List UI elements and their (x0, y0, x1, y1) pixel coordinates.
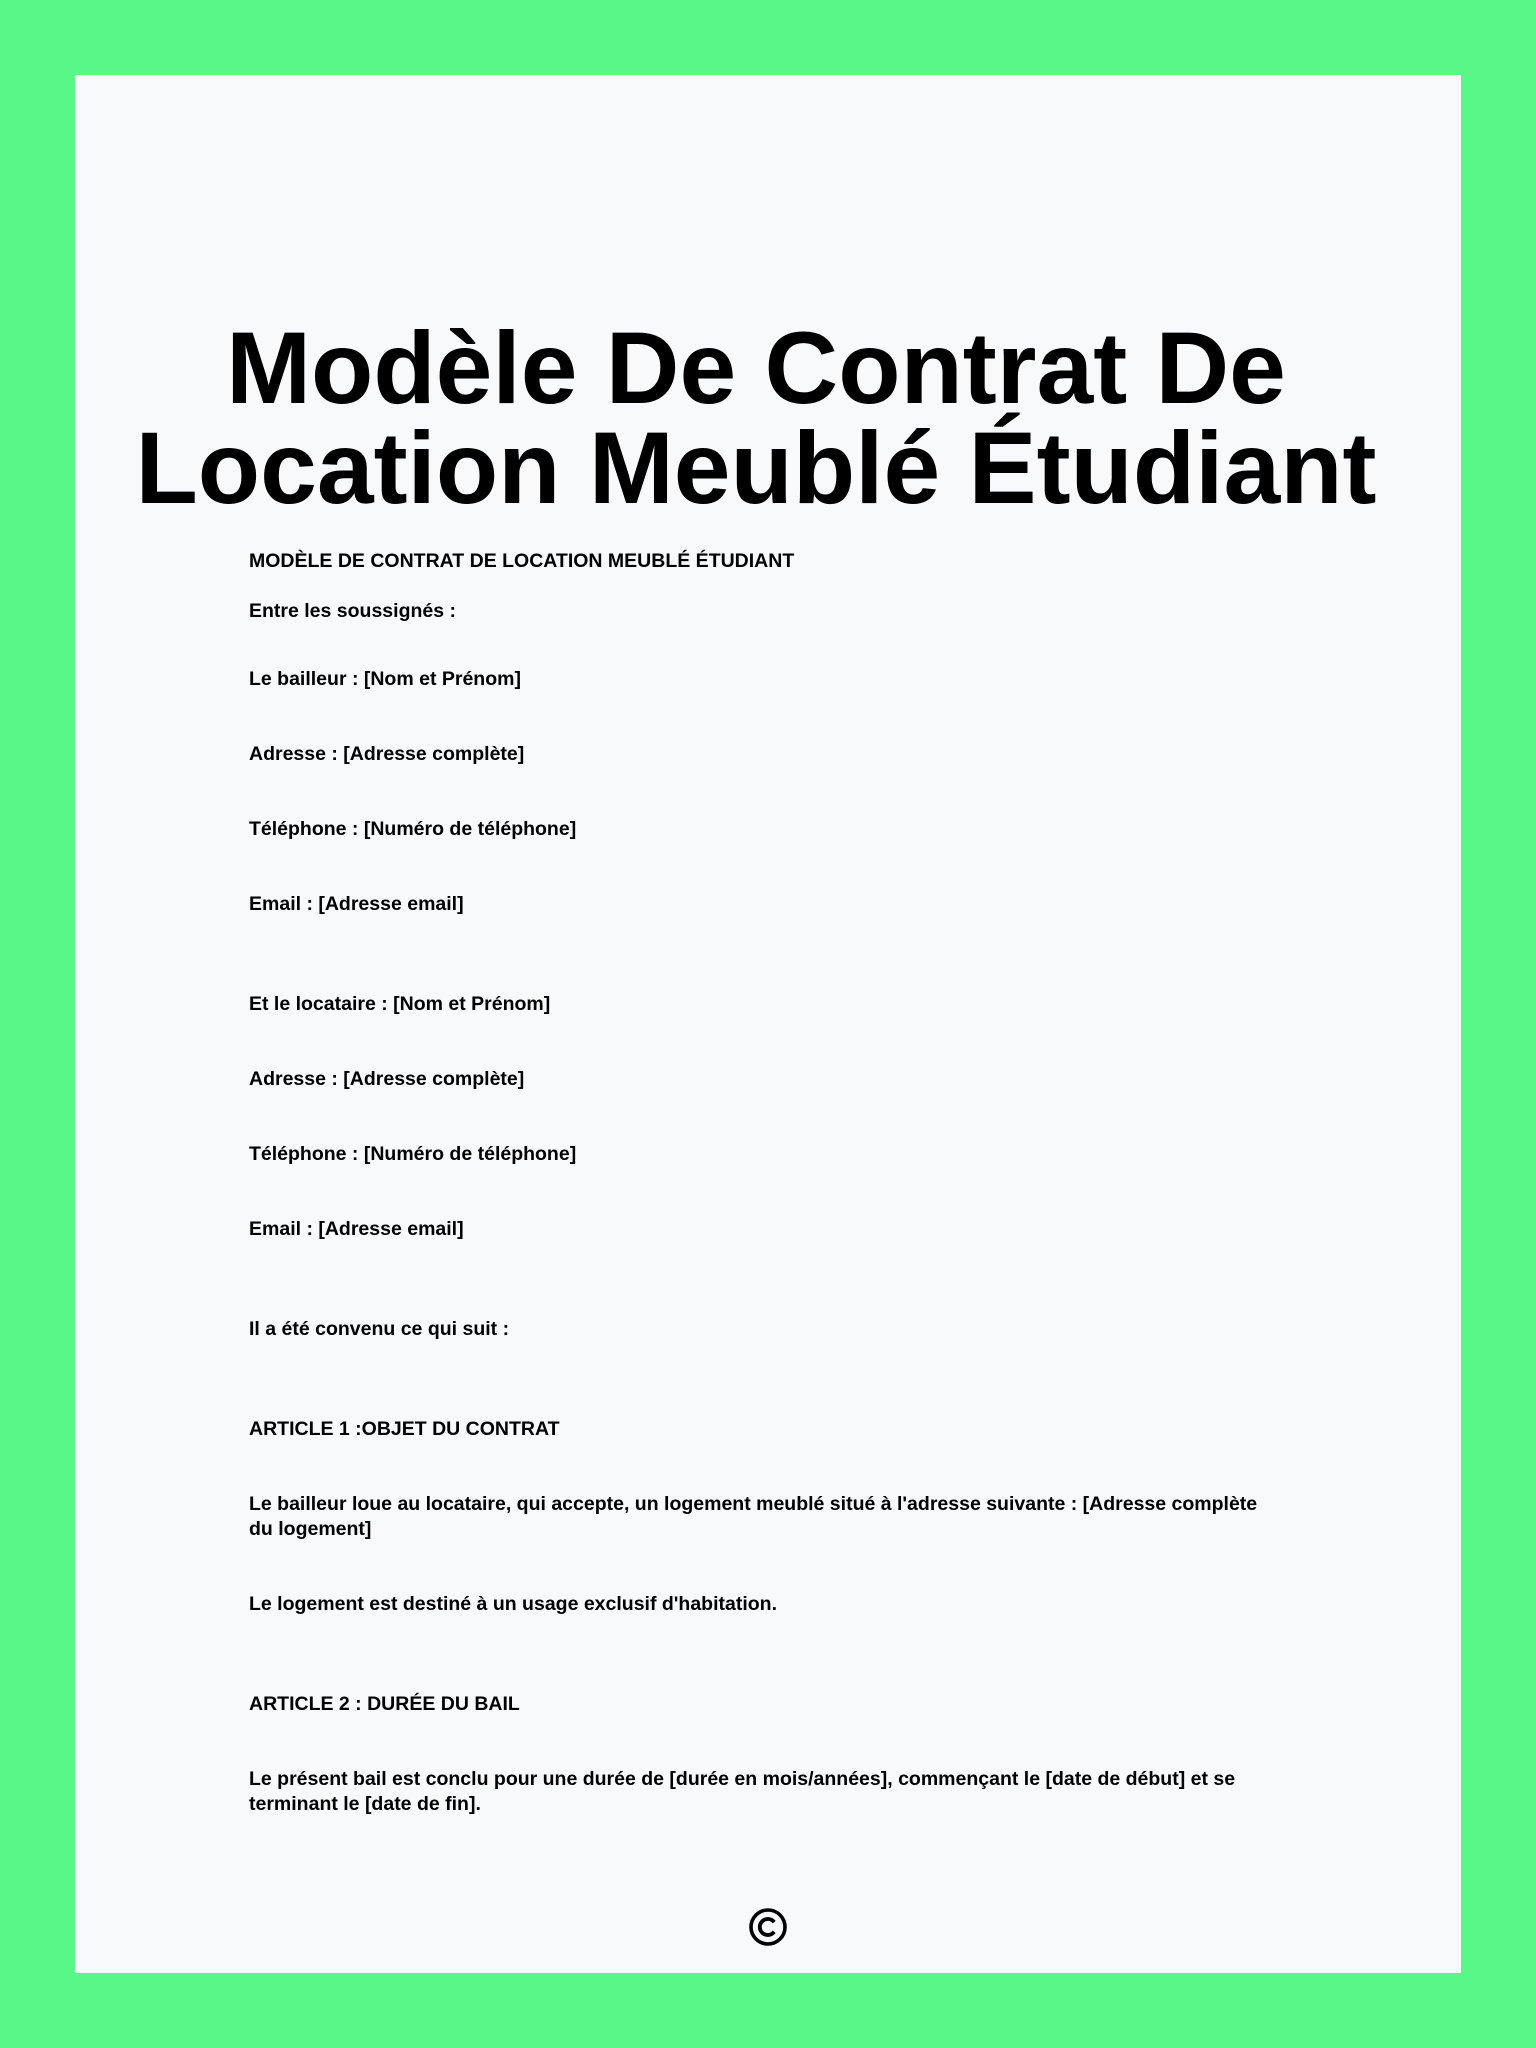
title-line-2: Location Meublé Étudiant (135, 411, 1377, 525)
article-2-heading: ARTICLE 2 : DURÉE DU BAIL (249, 1693, 520, 1715)
article-2-paragraph-1: Le présent bail est conclu pour une durée de [durée en mois/années], commençant le [date de début] et se terminant le [date de fin]. (249, 1768, 1236, 1815)
bailleur-phone: Téléphone : [Numéro de téléphone] (249, 818, 577, 840)
bailleur-email: Email : [Adresse email] (249, 893, 464, 915)
title-line-1: Modèle De Contrat De (226, 311, 1286, 425)
locataire-email: Email : [Adresse email] (249, 1218, 464, 1240)
agreement-text: Il a été convenu ce qui suit : (249, 1318, 510, 1340)
article-1-paragraph-2: Le logement est destiné à un usage exclusif d'habitation. (249, 1593, 777, 1615)
intro-text: Entre les soussignés : (249, 600, 456, 622)
document-page (75, 75, 1461, 1973)
copyright-icon (748, 1907, 788, 1947)
locataire-name: Et le locataire : [Nom et Prénom] (249, 993, 551, 1015)
article-1-heading: ARTICLE 1 :OBJET DU CONTRAT (249, 1418, 560, 1440)
article-1-paragraph-1: Le bailleur loue au locataire, qui accepte, un logement meublé situé à l'adresse suivante : [Adresse complète du logement] (249, 1493, 1258, 1540)
page-title (75, 311, 1437, 525)
bailleur-name: Le bailleur : [Nom et Prénom] (249, 668, 521, 690)
bailleur-address: Adresse : [Adresse complète] (249, 743, 525, 765)
document-heading: MODÈLE DE CONTRAT DE LOCATION MEUBLÉ ÉTUDIANT (249, 550, 795, 572)
locataire-phone: Téléphone : [Numéro de téléphone] (249, 1143, 577, 1165)
locataire-address: Adresse : [Adresse complète] (249, 1068, 525, 1090)
